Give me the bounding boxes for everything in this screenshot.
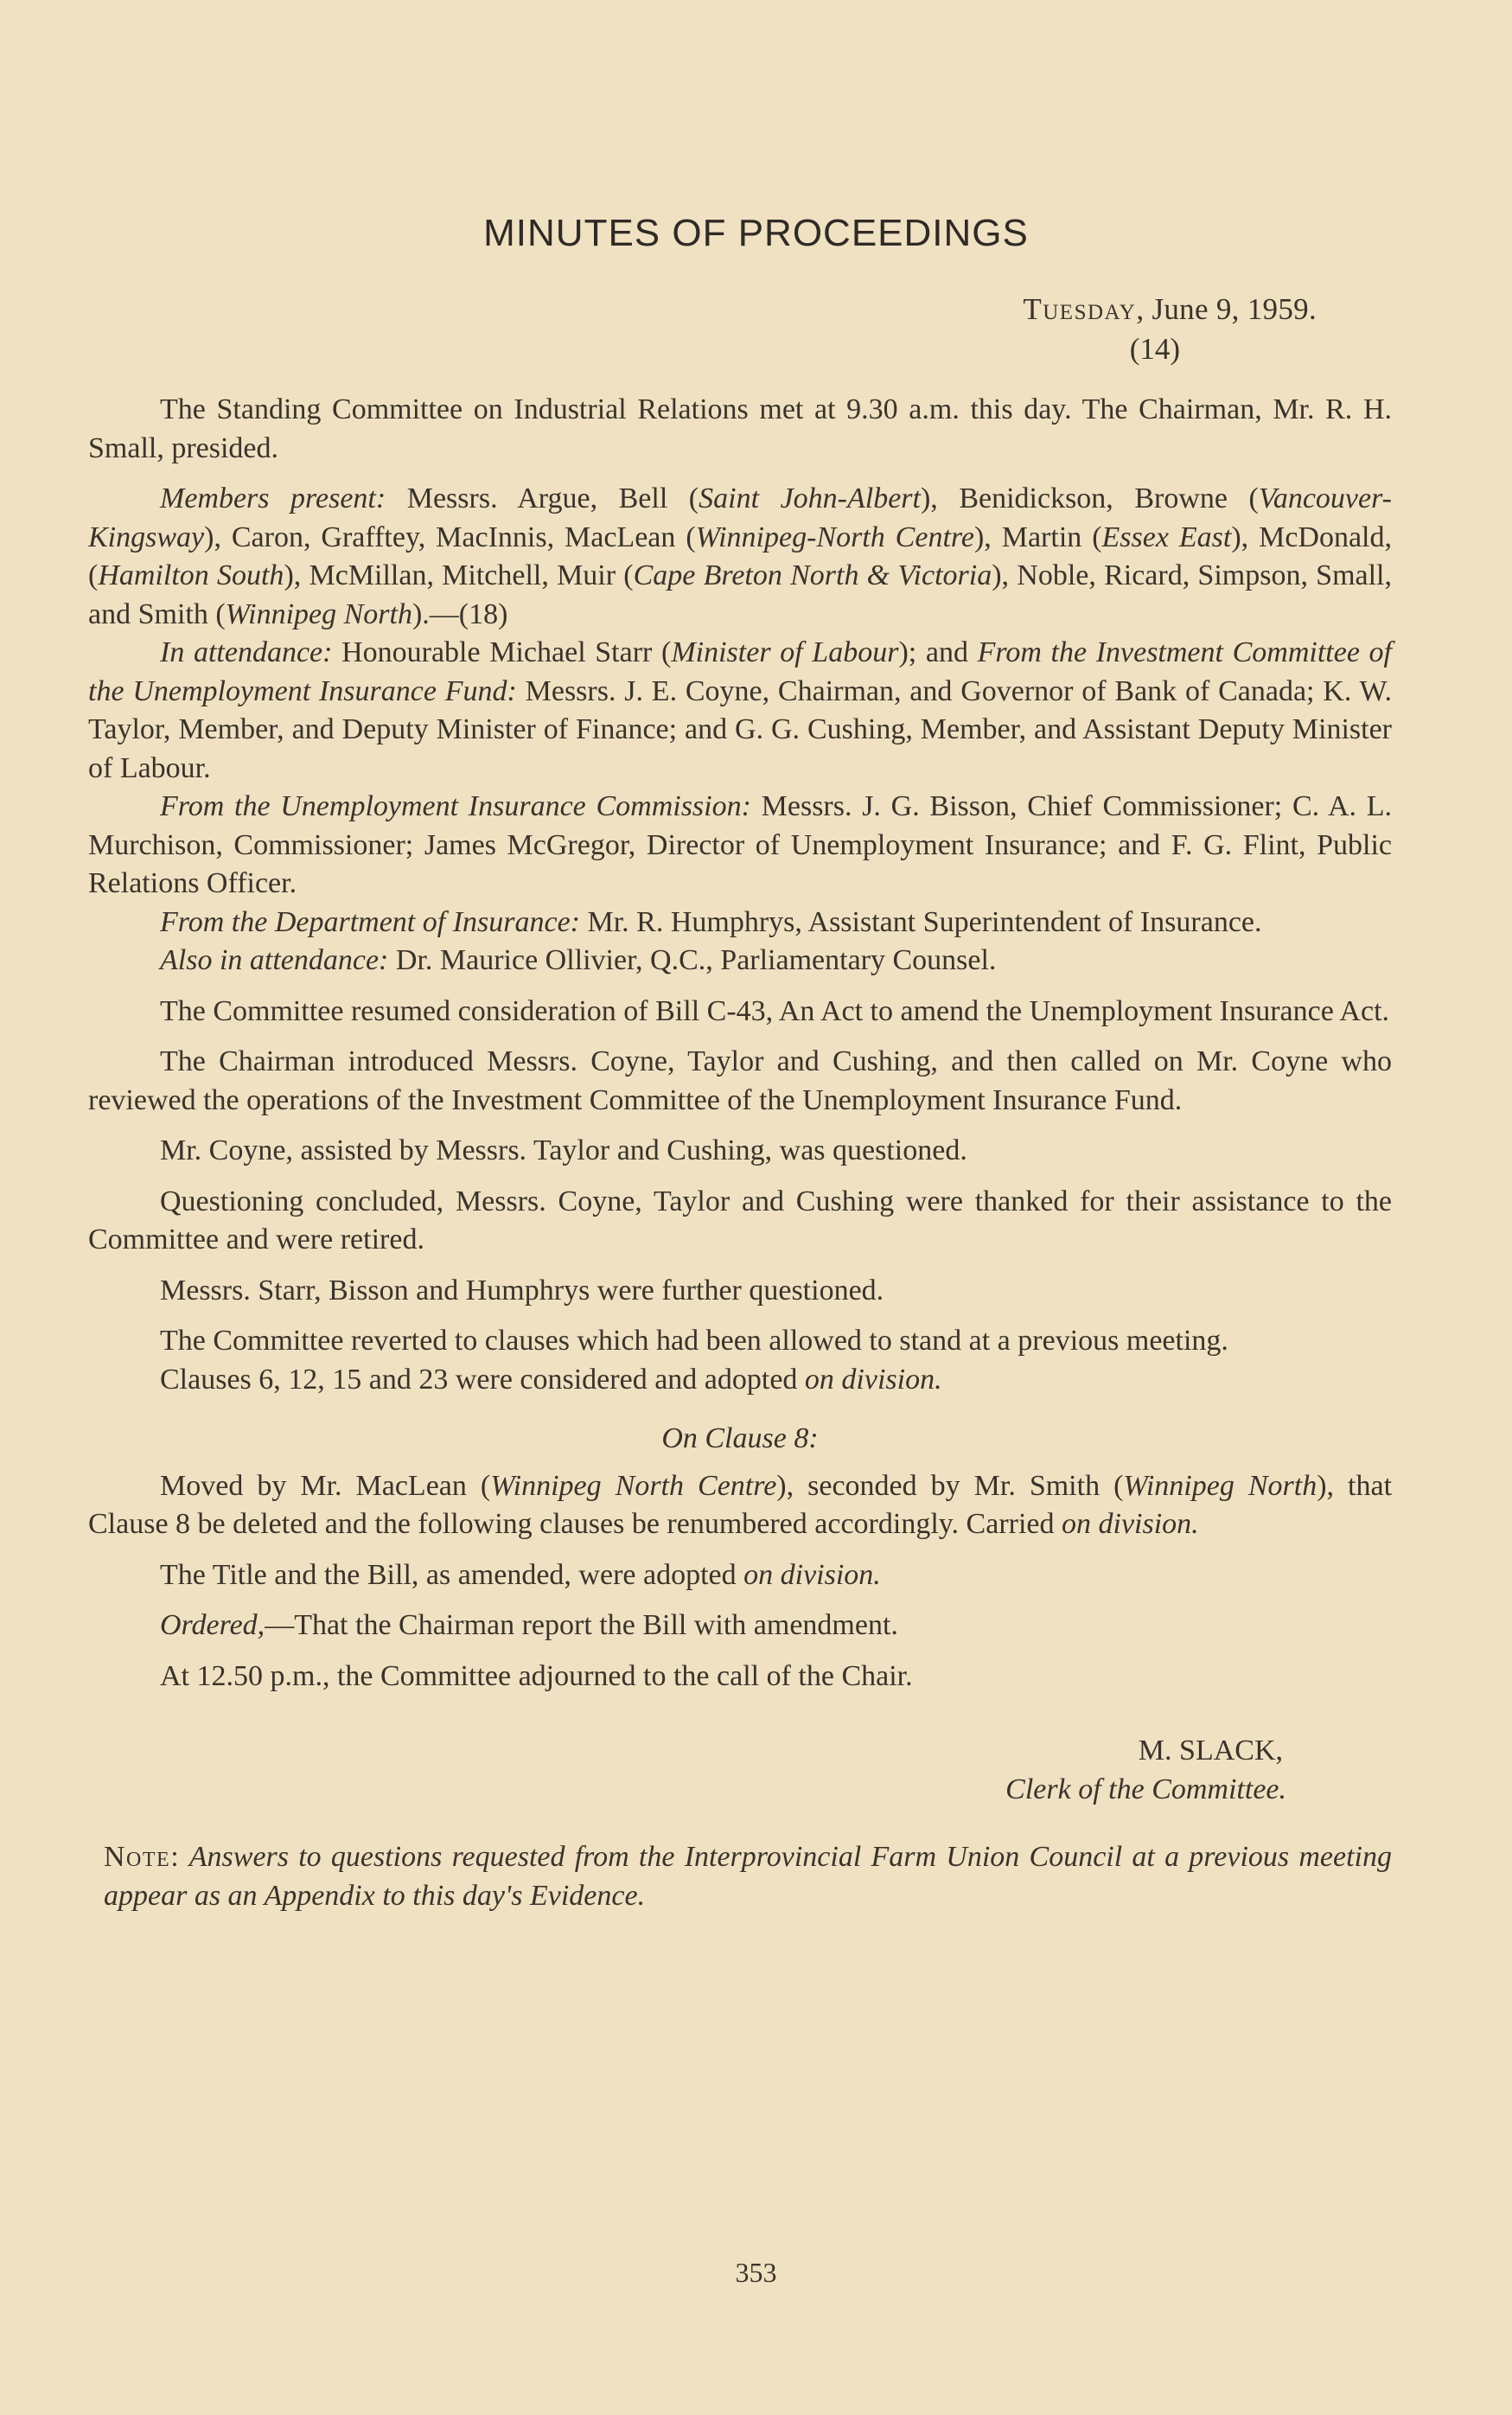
text-run: —That the Chairman report the Bill with amendment. <box>265 1609 898 1641</box>
riding: Winnipeg North Centre <box>490 1469 777 1502</box>
on-division: on division. <box>1062 1508 1199 1540</box>
attendance-lead: In attendance: <box>160 636 333 668</box>
clerk-name <box>88 1732 1286 1771</box>
meeting-number: (14) <box>1129 332 1180 366</box>
text-run: ), Benidickson, Browne ( <box>920 482 1259 514</box>
text-run: ), Martin ( <box>973 521 1102 553</box>
text-run: Messrs. J. G. Bisson, Chief Commissioner; C. A. L. Murchison, Commissioner; James McGregor, Director of Unemployment Insurance; and F. G. Flint, Public Relations Officer. <box>88 790 1392 899</box>
text-run: ), seconded by Mr. Smith ( <box>776 1469 1124 1502</box>
riding: Essex East <box>1101 521 1232 553</box>
paragraph-motion <box>88 1467 1392 1544</box>
paragraph-title-bill <box>88 1556 1392 1595</box>
text-run: ), Caron, Grafftey, MacInnis, MacLean ( <box>204 521 696 553</box>
riding: Vancouver-Kingsway <box>88 482 1392 553</box>
riding: Winnipeg North <box>1123 1469 1317 1502</box>
text-run: ), Noble, Ricard, Simpson, Small, and Smith ( <box>88 559 1392 630</box>
paragraph-introduced: The Chairman introduced Messrs. Coyne, Taylor and Cushing, and then called on Mr. Coyne who reviewed the operations of the Investment Committee of the Unemployment Insurance Fund. <box>88 1045 1392 1116</box>
note-label: Note: <box>104 1841 181 1873</box>
group-lead: Also in attendance: <box>160 944 389 976</box>
on-division: on division. <box>804 1363 942 1396</box>
page-number: 353 <box>735 2257 777 2288</box>
text-run: ); and <box>898 636 978 668</box>
on-division: on division. <box>743 1558 881 1591</box>
paragraph-further: Messrs. Starr, Bisson and Humphrys were further questioned. <box>160 1274 884 1307</box>
text-run: Dr. Maurice Ollivier, Q.C., Parliamentary Counsel. <box>388 944 997 976</box>
paragraph-clauses <box>88 1361 1392 1400</box>
text-run: Honourable Michael Starr ( <box>332 636 672 668</box>
text-run: ), McDonald, ( <box>88 521 1392 591</box>
paragraph-members <box>88 480 1392 634</box>
riding: Hamilton South <box>98 559 284 591</box>
text-run: ), that Clause 8 be deleted and the following clauses be renumbered accordingly. Carried <box>88 1469 1393 1540</box>
clerk-role <box>88 1771 1286 1810</box>
ordered-lead: Ordered, <box>160 1609 265 1641</box>
meeting-date <box>1023 292 1317 327</box>
paragraph-opening: The Standing Committee on Industrial Relations met at 9.30 a.m. this day. The Chairman, Mr. R. H. Small, presided. <box>88 393 1392 464</box>
minutes-body <box>88 391 1392 1945</box>
riding: Winnipeg North <box>225 597 412 630</box>
note <box>88 1838 1392 1915</box>
weekday: Tuesday <box>1023 292 1137 326</box>
paragraph-concluded: Questioning concluded, Messrs. Coyne, Taylor and Cushing were thanked for their assistance to the Committee and were retired. <box>88 1185 1392 1255</box>
note-text: Answers to questions requested from the Interprovincial Farm Union Council at a previous meeting appear as an Appendix to this day's Evidence. <box>104 1841 1392 1912</box>
text-run: Messrs. Argue, Bell ( <box>386 482 699 514</box>
paragraph-adjourned: At 12.50 p.m., the Committee adjourned to the call of the Chair. <box>160 1659 913 1692</box>
text-run: The Title and the Bill, as amended, were adopted <box>160 1558 744 1591</box>
paragraph-questioned: Mr. Coyne, assisted by Messrs. Taylor and Cushing, was questioned. <box>160 1134 967 1166</box>
paragraph-also-attendance <box>88 942 1392 981</box>
clause-heading-text: On Clause 8: <box>661 1422 819 1454</box>
text-run: ), McMillan, Mitchell, Muir ( <box>284 559 634 591</box>
title-italic: Minister of Labour <box>671 636 899 668</box>
group-lead: From the Department of Insurance: <box>160 905 580 938</box>
paragraph-department <box>88 904 1392 942</box>
date-rest: , June 9, 1959. <box>1136 292 1317 326</box>
text-run: Clauses 6, 12, 15 and 23 were considered and adopted <box>160 1363 805 1396</box>
group-lead: From the Investment Committee of the Unemployment Insurance Fund: <box>88 636 1392 707</box>
text-run: Mr. R. Humphrys, Assistant Superintendent of Insurance. <box>579 905 1262 938</box>
paragraph-ordered <box>88 1607 1392 1645</box>
clerk-name-text: M. SLACK, <box>1138 1735 1283 1767</box>
text-run: ).—(18) <box>411 597 508 630</box>
page-title: MINUTES OF PROCEEDINGS <box>483 212 1029 254</box>
paragraph-resumed: The Committee resumed consideration of Bill C-43, An Act to amend the Unemployment Insurance Act. <box>160 994 1390 1027</box>
members-lead: Members present: <box>160 482 386 514</box>
clause-heading <box>88 1420 1392 1459</box>
paragraph-reverted: The Committee reverted to clauses which had been allowed to stand at a previous meeting. <box>160 1325 1228 1357</box>
riding: Cape Breton North & Victoria <box>633 559 992 591</box>
riding: Winnipeg-North Centre <box>695 521 974 553</box>
signature-block <box>88 1732 1392 1809</box>
riding: Saint John-Albert <box>699 482 921 514</box>
text-run: Moved by Mr. MacLean ( <box>160 1469 491 1502</box>
paragraph-attendance <box>88 634 1392 788</box>
group-lead: From the Unemployment Insurance Commission: <box>160 790 751 822</box>
paragraph-uic <box>88 788 1392 904</box>
text-run: Messrs. J. E. Coyne, Chairman, and Governor of Bank of Canada; K. W. Taylor, Member, and Deputy Minister of Finance; and G. G. Cushing, Member, and Assistant Deputy Minister of Labour. <box>88 674 1393 784</box>
clerk-role-text: Clerk of the Committee. <box>1005 1773 1286 1805</box>
